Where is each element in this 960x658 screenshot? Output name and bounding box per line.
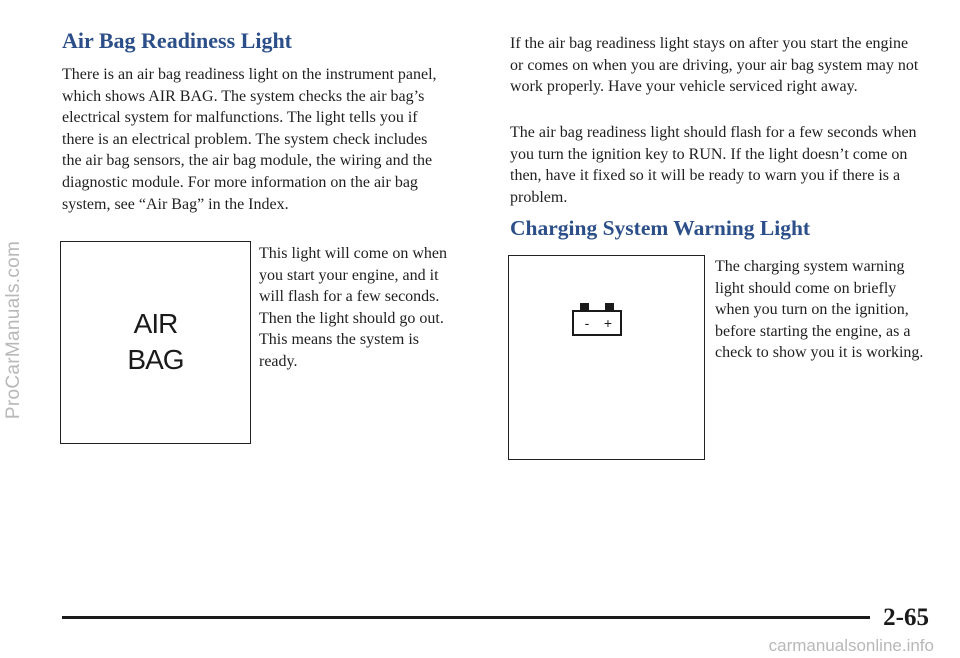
- airbag-stays-on-paragraph: If the air bag readiness light stays on after you start the engine or comes on when you are driving, your air bag system may not work properly. Have your vehicle serviced right away.: [510, 35, 919, 96]
- bottom-watermark: carmanualsonline.info: [768, 636, 934, 655]
- battery-icon: [565, 300, 649, 370]
- charging-section-heading: Charging System Warning Light: [510, 216, 811, 240]
- airbag-intro-paragraph: There is an air bag readiness light on the instrument panel, which shows AIR BAG. The system checks the air bag’s electrical system for malfunctions. The light tells you if there is an electrical problem. The system check includes the air bag sensors, the air bag module, the wiring and the diagnostic module. For more information on the air bag system, see “Air Bag” in the Index.: [62, 66, 437, 213]
- airbag-indicator-line1: AIR: [133, 308, 178, 339]
- airbag-indicator-line2: BAG: [127, 344, 184, 375]
- page-number: 2-65: [883, 604, 929, 631]
- airbag-section-heading: Air Bag Readiness Light: [62, 28, 293, 53]
- footer-rule: [62, 616, 870, 619]
- airbag-light-description: This light will come on when you start your engine, and it will flash for a few seconds. Then the light should go out. This means the system is ready.: [259, 245, 447, 370]
- battery-minus-sign: -: [584, 315, 590, 331]
- battery-plus-sign: +: [603, 315, 613, 331]
- charging-indicator-illustration: [508, 255, 705, 460]
- airbag-indicator-text: [61, 306, 250, 378]
- side-watermark: [2, 40, 26, 620]
- charging-light-description: The charging system warning light should come on briefly when you turn on the ignition, before starting the engine, as a check to show you it is working.: [715, 258, 924, 362]
- airbag-indicator-illustration: [60, 241, 251, 444]
- side-watermark-text: ProCarManuals.com: [3, 240, 24, 420]
- airbag-flash-paragraph: The air bag readiness light should flash for a few seconds when you turn the ignition key to RUN. If the light doesn’t come on then, have it fixed so it will be ready to warn you if there is a problem.: [510, 124, 917, 206]
